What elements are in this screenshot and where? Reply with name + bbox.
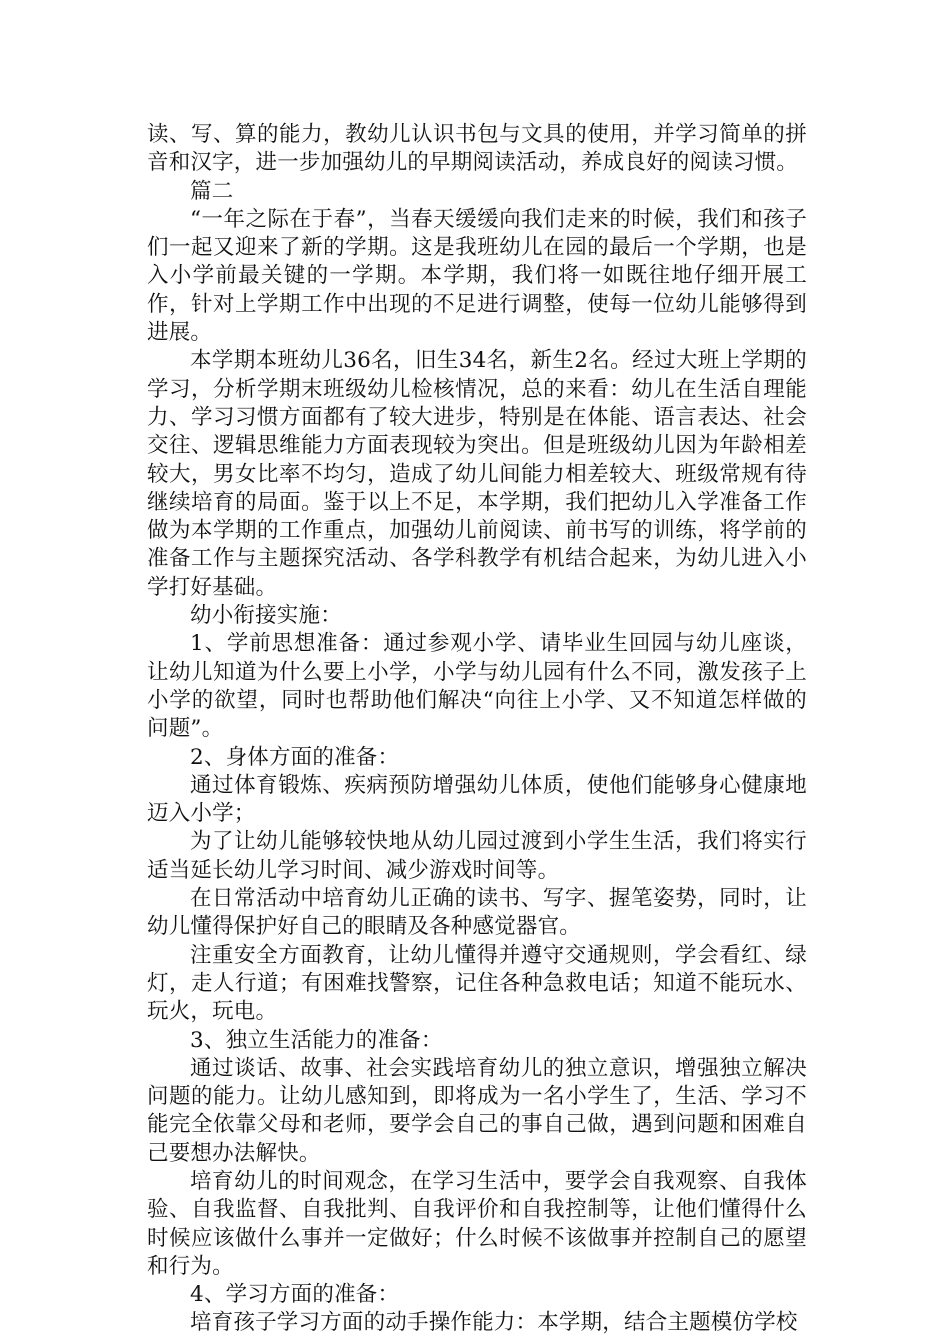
paragraph-hands-on-ability: 培育孩子学习方面的动手操作能力：本学期，结合主题模仿学校 xyxy=(190,1310,798,1336)
heading-learning-preparation: 4、学习方面的准备： xyxy=(190,1282,400,1308)
heading-physical-preparation: 2、身体方面的准备： xyxy=(190,744,400,770)
paragraph-study-time: 为了让幼儿能够较快地从幼儿园过渡到小学生生活，我们将实行适当延长幼儿学习时间、减少游戏时间等。 xyxy=(147,829,807,883)
paragraph-posture: 在日常活动中培育幼儿正确的读书、写字、握笔姿势，同时，让幼儿懂得保护好自己的眼睛及各种感觉器官。 xyxy=(147,886,807,940)
paragraph-mental-preparation: 1、学前思想准备：通过参观小学、请毕业生回园与幼儿座谈，让幼儿知道为什么要上小学，小学与幼儿园有什么不同，激发孩子上小学的欲望，同时也帮助他们解决“向往上小学、又不知道怎样做的问题”。 xyxy=(147,631,807,742)
heading-independent-living: 3、独立生活能力的准备： xyxy=(190,1027,443,1053)
paragraph-independence: 通过谈话、故事、社会实践培育幼儿的独立意识，增强独立解决问题的能力。让幼儿感知到，即将成为一名小学生了，生活、学习不能完全依靠父母和老师，要学会自己的事自己做，遇到问题和困难自己要想办法解快。 xyxy=(147,1055,807,1166)
paragraph-reading-skills: 读、写、算的能力，教幼儿认识书包与文具的使用，并学习简单的拼音和汉字，进一步加强幼儿的早期阅读活动，养成良好的阅读习惯。 xyxy=(147,122,807,176)
paragraph-intro-spring: “一年之际在于春”，当春天缓缓向我们走来的时候，我们和孩子们一起又迎来了新的学期。这是我班幼儿在园的最后一个学期，也是入小学前最关键的一学期。本学期，我们将一如既往地仔细开展工作，针对上学期工作中出现的不足进行调整，使每一位幼儿能够得到进展。 xyxy=(147,206,807,346)
paragraph-physical-exercise: 通过体育锻炼、疾病预防增强幼儿体质，使他们能够身心健康地迈入小学； xyxy=(147,772,807,827)
paragraph-time-awareness: 培育幼儿的时间观念，在学习生活中，要学会自我观察、自我体验、自我监督、自我批判、自我评价和自我控制等，让他们懂得什么时候应该做什么事并一定做好；什么时候不该做事并控制自己的愿望和行为。 xyxy=(147,1168,807,1279)
paragraph-class-situation: 本学期本班幼儿36名，旧生34名，新生2名。经过大班上学期的学习，分析学期末班级幼儿检核情况，总的来看：幼儿在生活自理能力、学习习惯方面都有了较大进步，特别是在体能、语言表达、社会交往、逻辑思维能力方面表现较为突出。但是班级幼儿因为年龄相差较大，男女比率不均匀，造成了幼儿间能力相差较大、班级常规有待继续培育的局面。鉴于以上不足，本学期，我们把幼儿入学准备工作做为本学期的工作重点，加强幼儿前阅读、前书写的训练，将学前的准备工作与主题探究活动、各学科教学有机结合起来，为幼儿进入小学打好基础。 xyxy=(147,348,807,600)
heading-transition-implementation: 幼小衔接实施： xyxy=(190,603,342,629)
paragraph-safety-education: 注重安全方面教育，让幼儿懂得并遵守交通规则，学会看红、绿灯，走人行道；有困难找警察，记住各种急救电话；知道不能玩水、玩火，玩电。 xyxy=(147,942,807,1025)
document-body xyxy=(147,121,807,1338)
section-heading-part-two: 篇二 xyxy=(190,178,234,204)
